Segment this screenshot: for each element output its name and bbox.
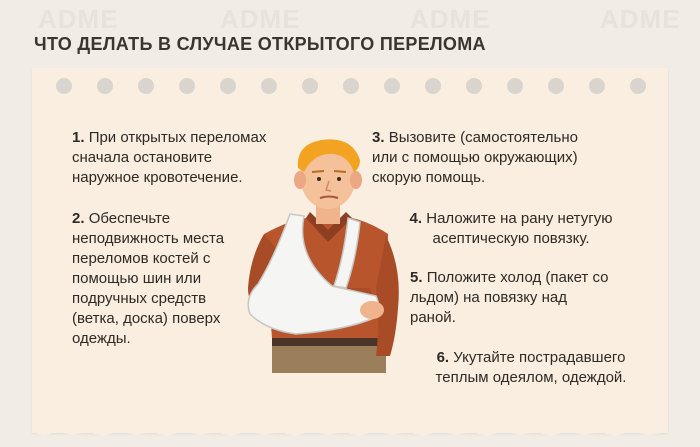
page-title: ЧТО ДЕЛАТЬ В СЛУЧАЕ ОТКРЫТОГО ПЕРЕЛОМА xyxy=(34,34,486,54)
binder-hole xyxy=(302,78,318,94)
step-6 xyxy=(416,348,646,388)
binder-hole xyxy=(589,78,605,94)
step-number: 4. xyxy=(409,210,423,227)
man-with-arm-sling-icon xyxy=(236,138,416,373)
step-number: 6. xyxy=(436,349,450,366)
binder-hole xyxy=(466,78,482,94)
binder-hole xyxy=(425,78,441,94)
binder-hole xyxy=(384,78,400,94)
step-number: 1. xyxy=(72,129,85,146)
binder-hole xyxy=(220,78,236,94)
watermark: ADME xyxy=(220,4,301,34)
step-text: Обеспечьте неподвижность места переломов костей с помощью шин или подручных средств (ветка, доска) поверх одежды. xyxy=(72,210,225,347)
step-text: Укутайте пострадавшего теплым одеялом, одеждой. xyxy=(435,349,627,386)
step-text: При открытых переломах сначала остановите наружное кровотечение. xyxy=(72,129,267,186)
step-4 xyxy=(376,209,646,249)
watermark: ADME xyxy=(600,4,681,34)
binder-hole xyxy=(179,78,195,94)
watermark: ADME xyxy=(38,4,119,34)
binder-hole xyxy=(343,78,359,94)
binder-hole xyxy=(507,78,523,94)
binder-hole xyxy=(138,78,154,94)
step-number: 3. xyxy=(372,129,385,146)
step-text: Наложите на рану нетугую асептическую повязку. xyxy=(426,210,613,247)
step-number: 5. xyxy=(410,269,423,286)
step-text: Положите холод (пакет со льдом) на повязку над раной. xyxy=(410,269,609,326)
binder-hole xyxy=(56,78,72,94)
binder-hole xyxy=(630,78,646,94)
binder-hole xyxy=(97,78,113,94)
step-text: Вызовите (самостоятельно или с помощью окружающих) скорую помощь. xyxy=(372,129,578,186)
watermark: ADME xyxy=(410,4,491,34)
binder-hole xyxy=(548,78,564,94)
step-5 xyxy=(410,268,640,328)
step-number: 2. xyxy=(72,210,85,227)
binder-hole xyxy=(261,78,277,94)
torn-edge xyxy=(32,428,668,438)
